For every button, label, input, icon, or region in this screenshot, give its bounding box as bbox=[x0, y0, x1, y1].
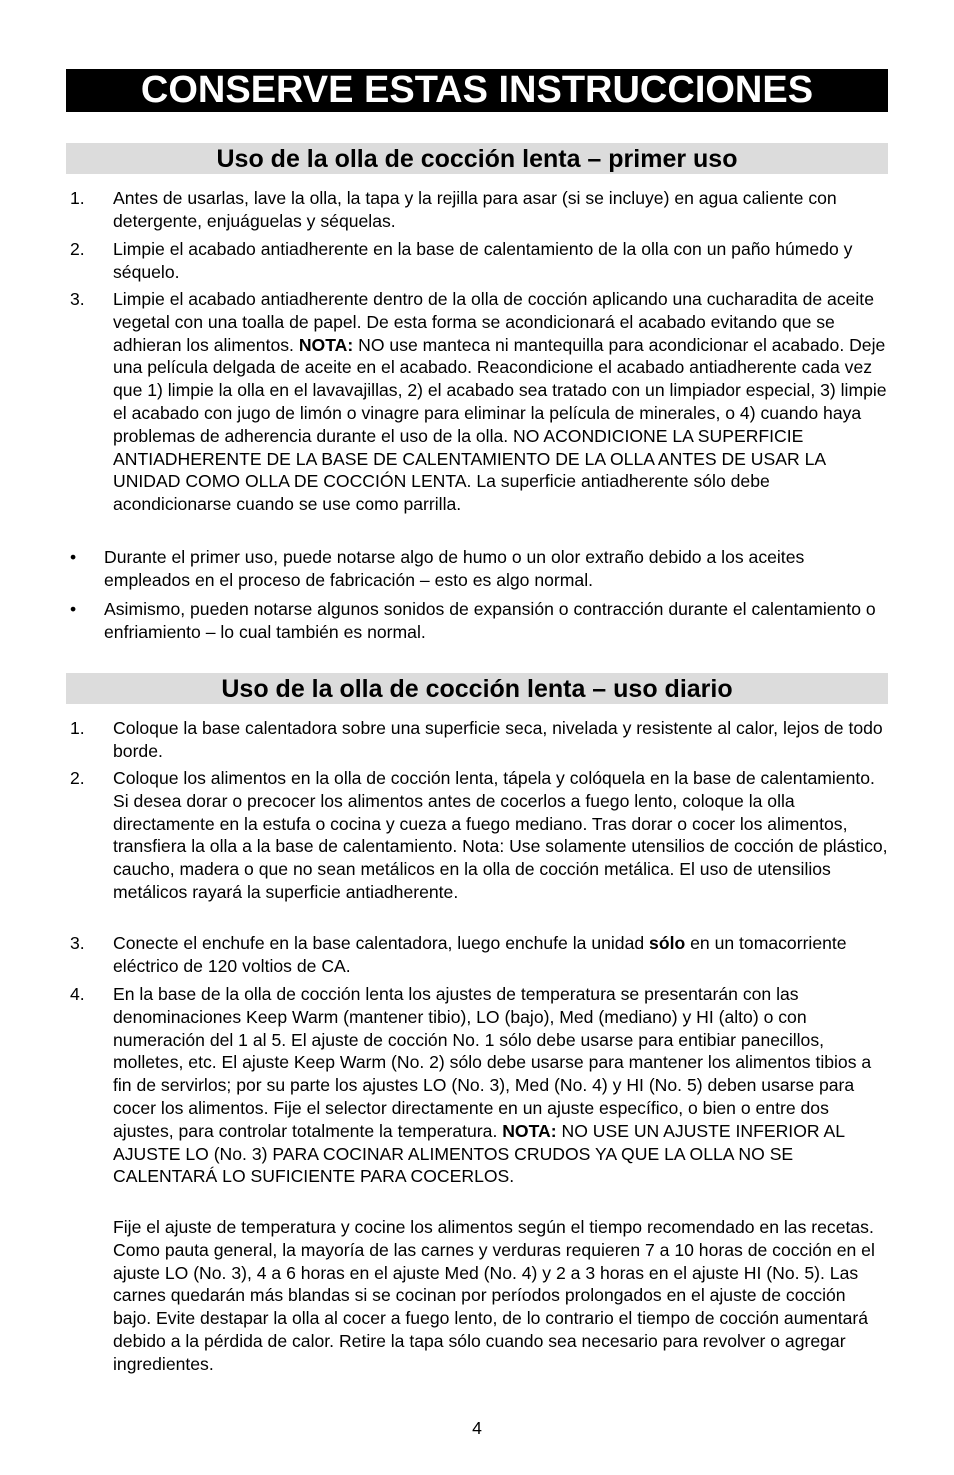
list-item bbox=[66, 932, 888, 978]
list-item-text: Coloque los alimentos en la olla de cocción lenta, tápela y colóquela en la base de calentamiento. Si desea dorar o precocer los alimentos antes de cocerlos a fuego lento, coloque la olla directamente en la estufa o cocina y cueza a fuego mediano. Tras dorar o cocer los alimentos, transfiera la olla a la base de calentamiento. Nota: Use solamente utensilios de cocción de plástico, caucho, madera o que no sean metálicos en la olla de cocción metálica. El uso de utensilios metálicos rayará la superficie antiadherente. bbox=[113, 768, 888, 902]
text-run: Conecte el enchufe en la base calentadora, luego enchufe la unidad bbox=[113, 933, 650, 953]
list-item-text bbox=[113, 932, 888, 978]
list-item-text: Coloque la base calentadora sobre una superficie seca, nivelada y resistente al calor, lejos de todo borde. bbox=[113, 718, 883, 761]
note-label: NOTA: bbox=[298, 334, 354, 355]
list-item bbox=[66, 238, 888, 284]
bullet-item-text: Asimismo, pueden notarse algunos sonidos de expansión o contracción durante el calentamiento o enfriamiento – lo cual también es normal. bbox=[104, 599, 876, 642]
bullet-item bbox=[66, 546, 888, 592]
text-run: En la base de la olla de cocción lenta los ajustes de temperatura se presentarán con las denominaciones Keep Warm (mantener tibio), LO (bajo), Med (mediano) y HI (alto) o con numeración del 1 al 5. El ajuste de cocción No. 1 sólo debe usarse para entibiar panecillos, molletes, etc. El ajuste Keep Warm (No. 2) sólo debe usarse para mantener los alimentos tibios a fin de servirlos; por su parte los ajustes LO (No. 3), Med (No. 4) y HI (No. 5) deben usarse para cocer los alimentos. Fije el selector directamente en un ajuste específico, o bien o entre dos ajustes, para controlar totalmente la temperatura. bbox=[113, 984, 872, 1141]
list-marker: 3. bbox=[70, 933, 85, 953]
page-banner-title: CONSERVE ESTAS INSTRUCCIONES bbox=[66, 69, 888, 112]
section-heading-daily-use: Uso de la olla de cocción lenta – uso diario bbox=[66, 673, 888, 704]
text-run: NO use manteca ni mantequilla para acondicionar el acabado. Deje una película delgada de aceite en el acabado. Reacondicione el acabado antiadherente cada vez que 1) limpie la olla en el lavavajillas, 2) el acabado sea tratado con un limpiador especial, 3) limpie el acabado con jugo de limón o vinagre para eliminar la película de minerales, o 4) cuando haya problemas de adherencia durante el uso de la olla. NO ACONDICIONE LA SUPERFICIE ANTIADHERENTE DE LA BASE DE CALENTAMIENTO DE LA OLLA ANTES DE USAR LA UNIDAD COMO OLLA DE COCCIÓN LENTA. La superficie antiadherente sólo debe acondicionarse cuando se use como parrilla. bbox=[113, 334, 887, 515]
list-marker: 2. bbox=[70, 768, 85, 788]
bullet-marker: • bbox=[70, 599, 77, 619]
list-item bbox=[66, 187, 888, 233]
list-marker: 2. bbox=[70, 239, 85, 259]
list-marker: 3. bbox=[70, 289, 85, 309]
text-run: Limpie el acabado antiadherente dentro de la olla de cocción aplicando una cucharadita de aceite vegetal con una toalla de papel. De esta forma se acondicionará el acabado evitando que se adhieran los alimentos. bbox=[113, 289, 874, 355]
bullet-item bbox=[66, 598, 888, 644]
list-item bbox=[66, 983, 888, 1188]
page-number: 4 bbox=[472, 1418, 482, 1438]
body-paragraph: Fije el ajuste de temperatura y cocine los alimentos según el tiempo recomendado en las recetas. Como pauta general, la mayoría de las carnes y verduras requieren 7 a 10 horas de cocción en el ajuste LO (No. 3), 4 a 6 horas en el ajuste Med (No. 4) y 2 a 3 horas en el ajuste HI (No. 5). Las carnes quedarán más blandas si se cocinan por períodos prolongados en el ajuste de cocción bajo. Evite destapar la olla al cocer a fuego lento, de lo contrario el tiempo de cocción aumentará debido a la pérdida de calor. Retire la tapa sólo cuando sea necesario para revolver o agregar ingredientes. bbox=[113, 1217, 875, 1374]
section-heading-first-use: Uso de la olla de cocción lenta – primer uso bbox=[66, 143, 888, 174]
list-item-text: Limpie el acabado antiadherente en la base de calentamiento de la olla con un paño húmedo y séquelo. bbox=[113, 239, 853, 282]
emphasis-text: sólo bbox=[649, 933, 686, 953]
list-marker: 1. bbox=[70, 188, 85, 208]
text-run: NO USE UN AJUSTE INFERIOR AL AJUSTE LO (No. 3) PARA COCINAR ALIMENTOS CRUDOS YA QUE LA OLLA NO SE CALENTARÁ LO SUFICIENTE PARA COCERLOS. bbox=[113, 1120, 845, 1187]
list-item-text bbox=[113, 288, 888, 516]
list-item bbox=[66, 717, 888, 763]
text-run: en un tomacorriente eléctrico de 120 voltios de CA. bbox=[113, 933, 847, 976]
list-item bbox=[66, 288, 888, 516]
list-item bbox=[66, 767, 888, 904]
list-marker: 1. bbox=[70, 718, 85, 738]
list-item-text: Antes de usarlas, lave la olla, la tapa y la rejilla para asar (si se incluye) en agua caliente con detergente, enjuáguelas y séquelas. bbox=[113, 188, 837, 231]
bullet-item-text: Durante el primer uso, puede notarse algo de humo o un olor extraño debido a los aceites empleados en el proceso de fabricación – esto es algo normal. bbox=[104, 547, 805, 590]
bullet-marker: • bbox=[70, 547, 77, 567]
note-label: NOTA: bbox=[502, 1120, 557, 1141]
list-marker: 4. bbox=[70, 984, 85, 1004]
list-item-text bbox=[113, 983, 888, 1188]
